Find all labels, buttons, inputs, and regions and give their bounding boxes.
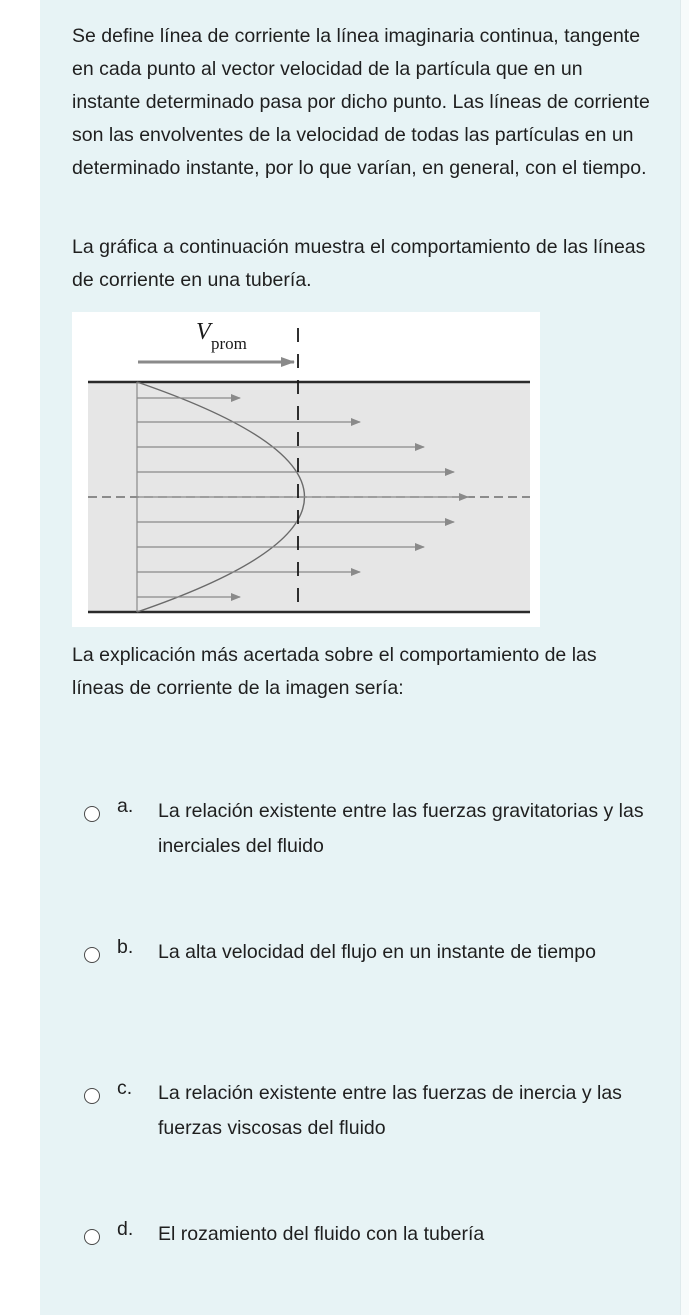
- scroll-edge: [680, 0, 689, 1315]
- option-c-text[interactable]: La relación existente entre las fuerzas de inercia y las fuerzas viscosas del fluido: [158, 1082, 622, 1139]
- pipe-velocity-profile-diagram: [72, 312, 540, 627]
- figure-intro-paragraph: La gráfica a continuación muestra el comportamiento de las líneas de corriente en una tubería.: [72, 236, 646, 291]
- option-a-text[interactable]: La relación existente entre las fuerzas gravitatorias y las inerciales del fluido: [158, 800, 644, 857]
- streamline-figure: [72, 312, 540, 627]
- definition-paragraph: Se define línea de corriente la línea imaginaria continua, tangente en cada punto al vector velocidad de la partícula que en un instante determinado pasa por dicho punto. Las líneas de corriente son las envolventes de la velocidad de todas las partículas en un determinado instante, por lo que varían, en general, con el tiempo.: [72, 25, 650, 179]
- question-text: La explicación más acertada sobre el comportamiento de las líneas de corriente de la imagen sería:: [72, 644, 597, 699]
- radio-c[interactable]: [84, 1088, 100, 1104]
- radio-a[interactable]: [84, 806, 100, 822]
- radio-d[interactable]: [84, 1229, 100, 1245]
- option-a-letter: a.: [117, 795, 134, 817]
- option-d-letter: d.: [117, 1218, 134, 1240]
- option-b-text[interactable]: La alta velocidad del flujo en un instante de tiempo: [158, 941, 596, 963]
- prom-subscript: prom: [211, 334, 247, 353]
- radio-b[interactable]: [84, 947, 100, 963]
- v-label: V: [196, 319, 211, 345]
- option-b-letter: b.: [117, 936, 134, 958]
- option-c-letter: c.: [117, 1077, 133, 1099]
- option-d-text[interactable]: El rozamiento del fluido con la tubería: [158, 1223, 485, 1245]
